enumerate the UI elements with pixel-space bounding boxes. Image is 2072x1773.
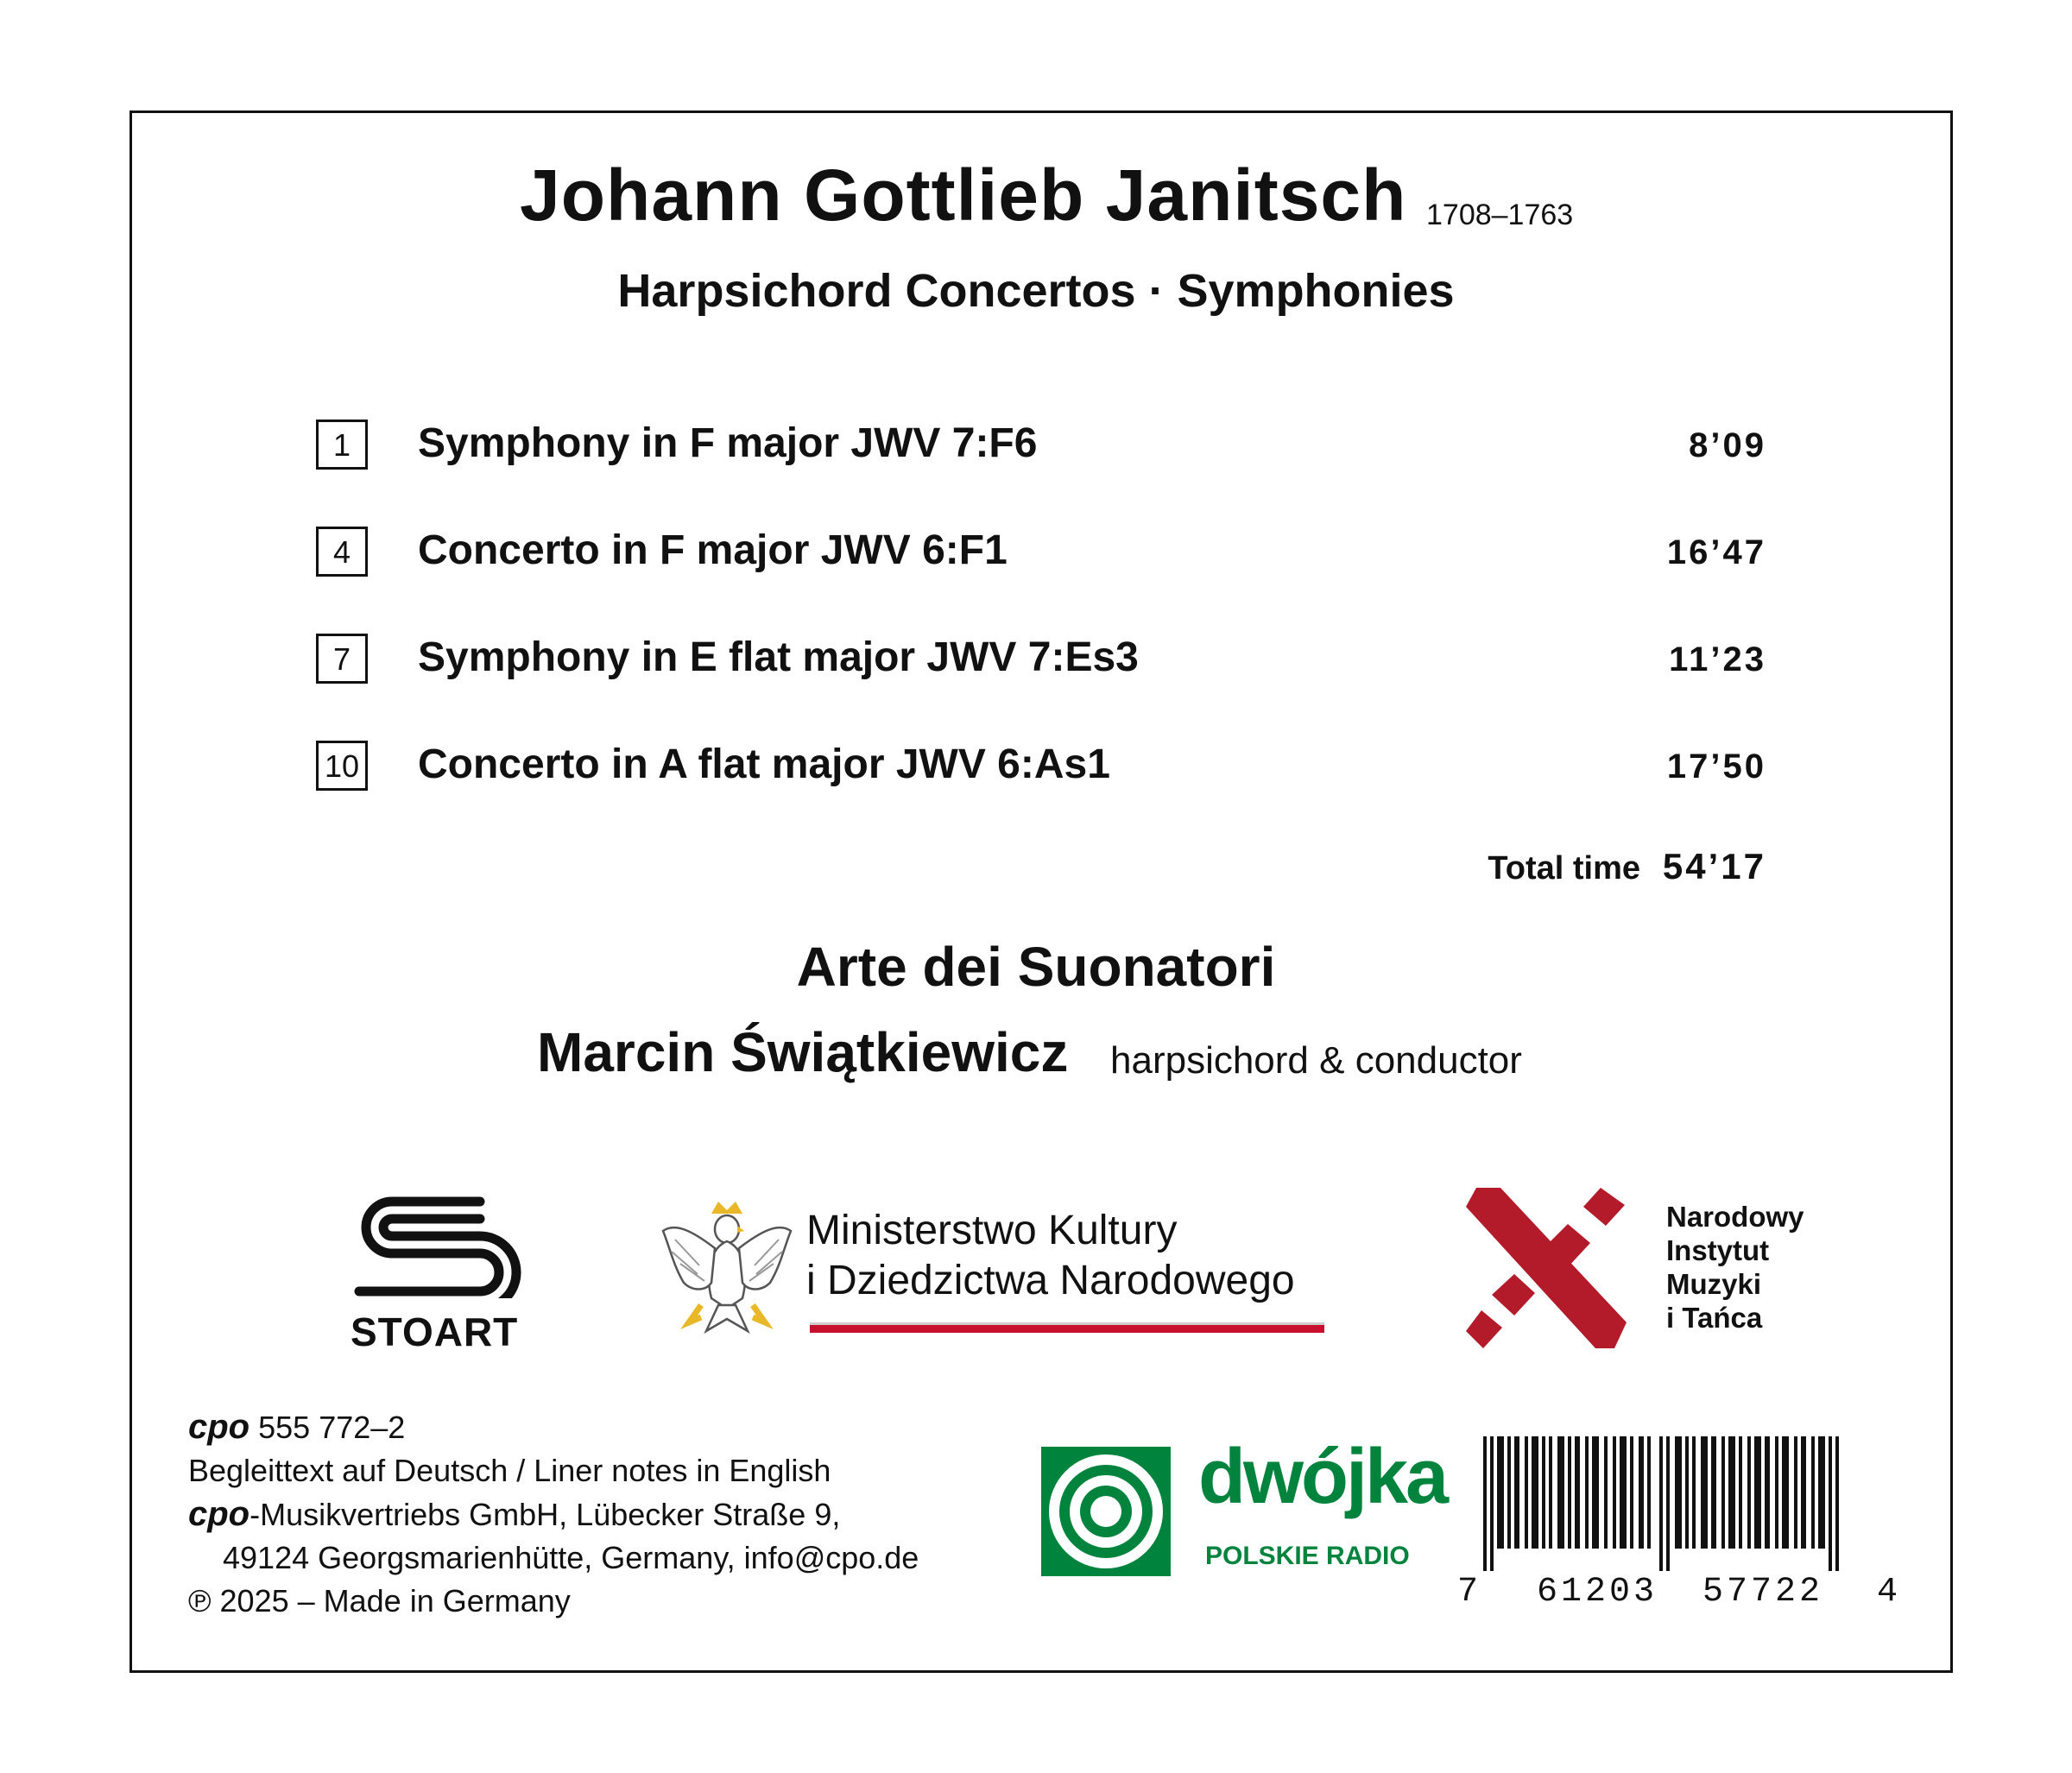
cpo-label: cpo <box>188 1495 250 1533</box>
nimit-mark-icon <box>1466 1188 1630 1353</box>
company-address: 49124 Georgsmarienhütte, Germany, info@cpo.de <box>223 1540 919 1575</box>
company-name: -Musikvertriebs GmbH, Lübecker Straße 9, <box>250 1497 841 1532</box>
composer-name: Johann Gottlieb Janitsch <box>520 155 1407 236</box>
total-time-value: 54’17 <box>1662 846 1766 886</box>
dwojka-wordmark: dwójka <box>1198 1434 1447 1520</box>
nimit-line: Instytut <box>1666 1234 1770 1266</box>
ministry-line-2: i Dziedzictwa Narodowego <box>806 1258 1295 1303</box>
cpo-label: cpo <box>188 1408 250 1446</box>
barcode-left-group: 61203 <box>1537 1573 1658 1612</box>
conductor-name: Marcin Świątkiewicz <box>537 1021 1069 1083</box>
ministry-flag-bar <box>810 1322 1324 1333</box>
info-block <box>188 1405 919 1623</box>
track-title: Concerto in A flat major JWV 6:As1 <box>418 741 1110 787</box>
album-subtitle: Harpsichord Concertos · Symphonies <box>617 265 1455 317</box>
polskie-radio-label: POLSKIE RADIO <box>1205 1542 1410 1570</box>
nimit-line: Muzyki <box>1666 1268 1762 1300</box>
nimit-line: Narodowy <box>1666 1201 1804 1233</box>
stoart-logo <box>351 1195 523 1354</box>
barcode-last-digit: 4 <box>1877 1573 1898 1612</box>
barcode-bars <box>1483 1436 1865 1571</box>
copyright-line: ℗ 2025 – Made in Germany <box>188 1583 571 1618</box>
ensemble-name: Arte dei Suonatori <box>796 936 1276 998</box>
track-number: 7 <box>316 634 368 684</box>
catalog-number: 555 772–2 <box>258 1410 406 1445</box>
dwojka-target-icon <box>1041 1447 1171 1581</box>
barcode-first-digit: 7 <box>1457 1573 1479 1612</box>
nimit-text <box>1666 1200 1804 1334</box>
track-duration: 16’47 <box>1666 533 1766 571</box>
polish-eagle-icon <box>658 1196 796 1347</box>
track-title: Symphony in F major JWV 7:F6 <box>418 420 1038 466</box>
track-duration: 8’09 <box>1689 426 1766 464</box>
nimit-line: i Tańca <box>1666 1302 1763 1334</box>
total-time-label: Total time <box>1488 850 1640 886</box>
barcode-right-group: 57722 <box>1702 1573 1824 1612</box>
track-number: 10 <box>316 741 368 791</box>
composer-years: 1708–1763 <box>1426 199 1574 231</box>
track-duration: 17’50 <box>1666 748 1766 786</box>
track-number: 4 <box>316 527 368 577</box>
stoart-mark-icon <box>351 1195 523 1298</box>
track-title: Symphony in E flat major JWV 7:Es3 <box>418 634 1139 680</box>
barcode <box>1483 1436 1865 1575</box>
liner-notes-info: Begleittext auf Deutsch / Liner notes in English <box>188 1453 831 1488</box>
track-duration: 11’23 <box>1669 640 1766 678</box>
track-number: 1 <box>316 420 368 470</box>
track-title: Concerto in F major JWV 6:F1 <box>418 527 1008 573</box>
ministry-line-1: Ministerstwo Kultury <box>806 1208 1178 1253</box>
conductor-role: harpsichord & conductor <box>1110 1039 1522 1082</box>
stoart-label: STOART <box>351 1309 519 1354</box>
